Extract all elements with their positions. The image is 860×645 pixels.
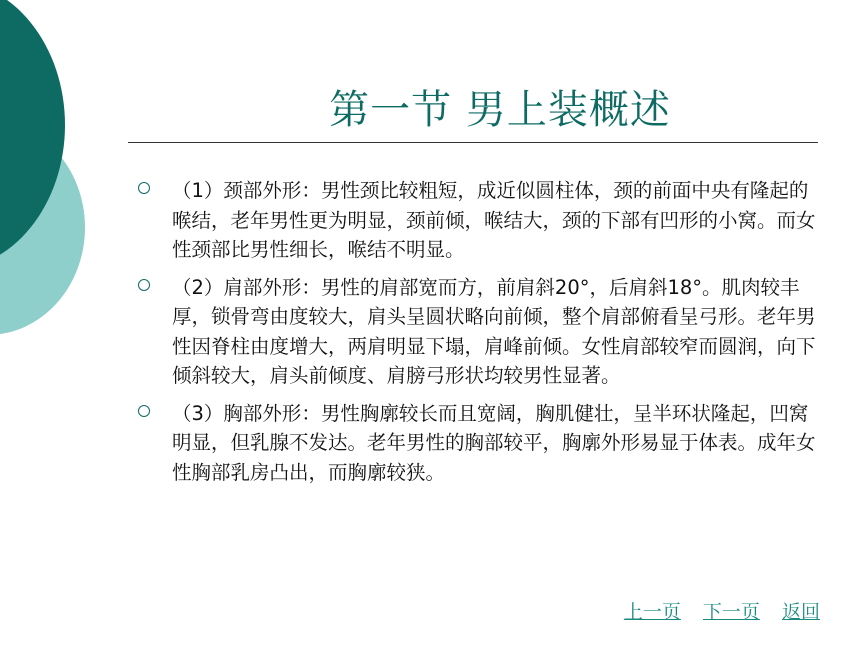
slide-nav — [608, 597, 820, 624]
bullet-text: （3）胸部外形：男性胸廓较长而且宽阔，胸肌健壮，呈半环状隆起，凹窝明显，但乳腺不发达。老年男性的胸部较平，胸廓外形易显于体表。成年女性胸部乳房凸出，而胸廓较狭。 — [172, 401, 816, 484]
bullet-circle-icon — [138, 279, 150, 291]
prev-page-link[interactable]: 上一页 — [623, 601, 681, 623]
next-page-link[interactable]: 下一页 — [702, 601, 760, 623]
bullet-list — [138, 176, 818, 495]
bullet-circle-icon — [138, 405, 150, 417]
slide-title: 第一节 男上装概述 — [329, 87, 671, 133]
bullet-item-chest — [138, 399, 818, 488]
title-divider — [128, 142, 818, 143]
bullet-circle-icon — [138, 182, 150, 194]
bullet-item-neck — [138, 176, 818, 265]
bullet-text: （1）颈部外形：男性颈比较粗短，成近似圆柱体，颈的前面中央有隆起的喉结，老年男性更为明显，颈前倾，喉结大，颈的下部有凹形的小窝。而女性颈部比男性细长，喉结不明显。 — [172, 179, 816, 261]
back-link[interactable]: 返回 — [781, 601, 820, 623]
bullet-text: （2）肩部外形：男性的肩部宽而方，前肩斜20°，后肩斜18°。肌肉较丰厚，锁骨弯由度较大，肩头呈圆状略向前倾，整个肩部俯看呈弓形。老年男性因脊柱由度增大，两肩明显下塌，肩峰前倾。女性肩部较窄而圆润，向下倾斜较大，肩头前倾度、肩膀弓形状均较男性显著。 — [172, 275, 816, 387]
bullet-item-shoulder — [138, 273, 818, 391]
